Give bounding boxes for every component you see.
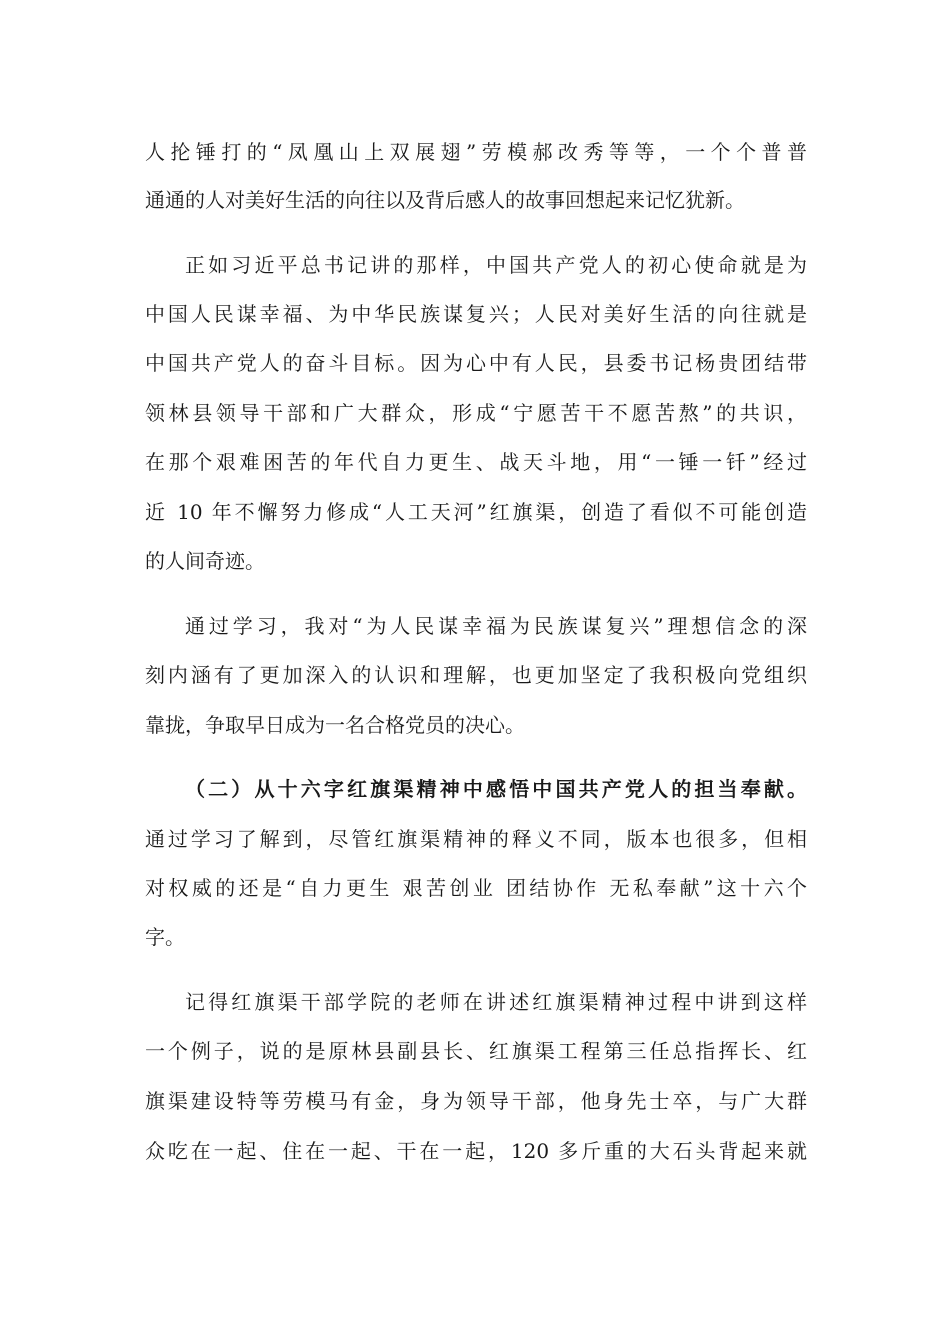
text-line: 一个例子，说的是原林县副县长、红旗渠工程第三任总指挥长、红 bbox=[145, 1039, 807, 1063]
text-line: 中国共产党人的奋斗目标。因为心中有人民，县委书记杨贵团结带 bbox=[145, 351, 807, 375]
section-heading: （二）从十六字红旗渠精神中感悟中国共产党人的担当奉献。 bbox=[185, 777, 807, 801]
text-line: 近 10 年不懈努力修成“人工天河”红旗渠，创造了看似不可能创造 bbox=[145, 500, 807, 524]
text-line: 众吃在一起、住在一起、干在一起，120 多斤重的大石头背起来就 bbox=[145, 1139, 807, 1163]
text-line: 在那个艰难困苦的年代自力更生、战天斗地，用“一锤一钎”经过 bbox=[145, 450, 807, 474]
text-line: 靠拢，争取早日成为一名合格党员的决心。 bbox=[145, 713, 525, 737]
text-line: 旗渠建设特等劳模马有金，身为领导干部，他身先士卒，与广大群 bbox=[145, 1089, 807, 1113]
text-line: 正如习近平总书记讲的那样，中国共产党人的初心使命就是为 bbox=[185, 253, 807, 277]
text-line: 记得红旗渠干部学院的老师在讲述红旗渠精神过程中讲到这样 bbox=[185, 990, 807, 1014]
text-line: 通通的人对美好生活的向往以及背后感人的故事回想起来记忆犹新。 bbox=[145, 188, 745, 212]
text-line: 对权威的还是“自力更生 艰苦创业 团结协作 无私奉献”这十六个 bbox=[145, 876, 807, 900]
text-line: 字。 bbox=[145, 925, 185, 949]
text-line: 中国人民谋幸福、为中华民族谋复兴；人民对美好生活的向往就是 bbox=[145, 302, 807, 326]
text-line: 的人间奇迹。 bbox=[145, 549, 265, 573]
text-line: 领林县领导干部和广大群众，形成“宁愿苦干不愿苦熬”的共识， bbox=[145, 401, 807, 425]
text-line: 刻内涵有了更加深入的认识和理解，也更加坚定了我积极向党组织 bbox=[145, 663, 807, 687]
text-line: 人抡锤打的“凤凰山上双展翅”劳模郝改秀等等，一个个普普 bbox=[145, 140, 807, 164]
text-line: 通过学习了解到，尽管红旗渠精神的释义不同，版本也很多，但相 bbox=[145, 827, 807, 851]
text-line: 通过学习，我对“为人民谋幸福为民族谋复兴”理想信念的深 bbox=[185, 614, 807, 638]
